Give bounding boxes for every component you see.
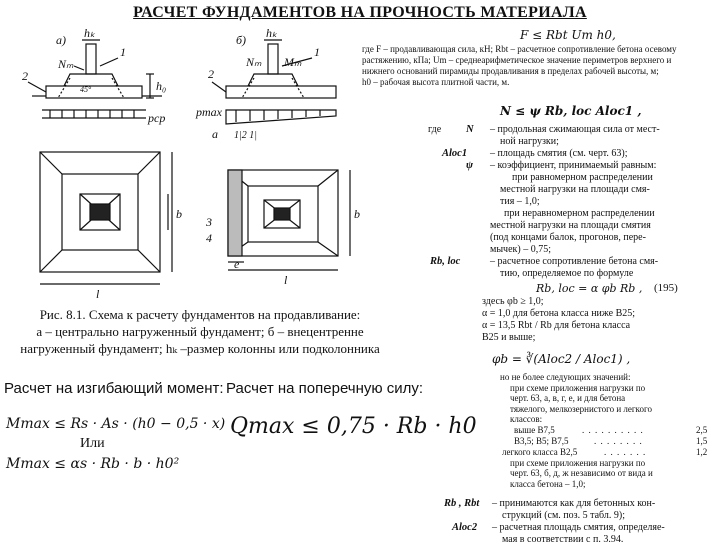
phi-formula: φb = ∛(Aloc2 / Aloc1) ,	[492, 352, 631, 366]
eq-number: (195)	[654, 282, 678, 294]
label-mm-b: Mₘ	[284, 55, 302, 69]
def-row	[428, 256, 716, 268]
def-text: при неравномерном распределении	[504, 208, 655, 219]
caption-line-3: нагруженный фундамент; hₖ –размер колонны или подколонника	[20, 341, 380, 356]
label-frac: 1|2 1|	[234, 130, 257, 141]
label-b-b: b	[354, 207, 360, 221]
table-val: 2,5	[696, 424, 708, 435]
def-text: – продольная сжимающая сила от мест-	[490, 124, 660, 135]
def-text: местной нагрузки на площади смятия	[490, 220, 651, 231]
limits-block	[500, 372, 714, 489]
plan-a	[40, 152, 172, 284]
label-hk-a: hₖ	[84, 26, 96, 40]
def-row	[428, 160, 716, 172]
table-label: В3,5; В5; В7,5	[514, 435, 569, 446]
label-b-a: b	[176, 207, 182, 221]
rbloc-formula: Rb, loc = α φb Rb ,	[536, 282, 643, 295]
def-text: – коэффициент, принимаемый равным:	[490, 160, 657, 171]
foundation-drawing	[22, 26, 382, 306]
def-sym: Aloc1	[442, 148, 468, 159]
label-nm-a: Nₘ	[58, 57, 74, 71]
table-row	[500, 425, 714, 436]
def-text: – расчетное сопротивление бетона смя-	[490, 256, 659, 267]
label-hk-b: hₖ	[266, 26, 278, 40]
def-row	[428, 124, 716, 136]
label-l-b: l	[284, 273, 288, 287]
bending-heading: Расчет на изгибающий момент:	[4, 380, 224, 397]
def-row	[428, 148, 716, 160]
label-1-a: 1	[120, 45, 126, 59]
table-val: 1,2	[696, 446, 708, 457]
bending-formula-1: Mmax ≤ Rs · As · (h0 − 0,5 · x)	[6, 416, 226, 432]
no-more: но не более следующих значений:	[500, 372, 631, 382]
def-sym: N	[466, 124, 474, 135]
alpha-line-2: α = 13,5 Rbt / Rb для бетона класса	[482, 320, 631, 331]
label-3: 3	[206, 215, 212, 229]
section-a	[28, 40, 162, 118]
rb-rbt-block	[444, 498, 716, 546]
table-dots: . . . . . . . . . .	[582, 424, 644, 435]
label-45-a: 45°	[80, 85, 92, 94]
def-sym: Rb , Rbt	[444, 498, 480, 509]
caption-line-1: Рис. 8.1. Схема к расчету фундаментов на продавливание:	[39, 307, 361, 322]
alpha-line-3: В25 и выше;	[482, 332, 536, 343]
label-2-a: 2	[22, 69, 28, 83]
bending-formula-2: Mmax ≤ αs · Rb · b · h0²	[6, 456, 180, 472]
label-l-a: l	[96, 287, 100, 301]
scheme2-line: черт. 63, б, д, ж независимо от вида и	[510, 468, 653, 478]
label-e: e	[234, 257, 240, 271]
figure-caption	[20, 306, 380, 357]
scheme1-line: тяжелого, мелкозернистого и легкого	[510, 403, 652, 414]
top-text-line: нижнего оснований пирамиды продавливания в пределах рабочей высоты, м;	[362, 66, 659, 76]
def-text: – расчетная площадь смятия, определяе-	[492, 522, 665, 533]
top-formula: F ≤ Rbt Um h0,	[520, 28, 616, 42]
shear-formula: Qmax ≤ 0,75 · Rb · h0	[230, 414, 477, 439]
caption-line-2: а – центрально нагруженный фундамент; б – внецентренне	[36, 324, 364, 339]
scheme2-line: при схеме приложения нагрузки по	[510, 457, 646, 468]
def-sym: Rb, loc	[430, 256, 461, 267]
top-text-line: растяжению, кПа; Um – среднеарифметическое значение периметров верхнего и	[362, 55, 672, 65]
label-a: а)	[56, 33, 66, 47]
scheme1-line: при схеме приложения нагрузки по	[510, 382, 646, 393]
top-text-line: где F – продавливающая сила, кН; Rbt – расчетное сопротивление бетона осевому	[362, 44, 677, 54]
def-text: ной нагрузки;	[500, 136, 559, 147]
def-text: тия – 1,0;	[500, 196, 540, 207]
def-sym: ψ	[466, 160, 474, 171]
def-text: тию, определяемое по формуле	[500, 268, 634, 279]
label-b: б)	[236, 33, 247, 47]
scheme2-line: класса бетона – 1,0;	[510, 478, 586, 489]
label-h0-a: h₀	[156, 79, 167, 93]
plan-b	[228, 170, 350, 270]
table-label: выше В7,5	[514, 424, 555, 435]
bending-or: Или	[80, 436, 105, 451]
def-text: (под концами балок, прогонов, пере-	[490, 232, 646, 243]
definitions	[428, 124, 716, 280]
alpha-line-1: α = 1,0 для бетона класса ниже В25;	[482, 308, 636, 319]
table-row	[500, 436, 714, 447]
label-2-b: 2	[208, 67, 214, 81]
where-label: где	[428, 124, 442, 135]
label-pmax: pmax	[196, 105, 222, 119]
table-dots: . . . . . . . .	[594, 435, 643, 446]
def-text: при равномерном распределении	[512, 172, 653, 183]
def-row	[444, 522, 716, 534]
label-4: 4	[206, 231, 212, 245]
def-text: местной нагрузки на площади смя-	[500, 184, 650, 195]
shear-heading: Расчет на поперечную силу:	[226, 380, 424, 397]
table-val: 1,5	[696, 435, 708, 446]
def-row	[444, 498, 716, 510]
label-1-b: 1	[314, 45, 320, 59]
label-a-small: a	[212, 127, 218, 141]
label-psr: pср	[148, 111, 166, 125]
def-text: мая в соответствии с п. 3.94.	[502, 534, 624, 545]
alpha-block	[482, 296, 716, 344]
def-text: мычек) – 0,75;	[490, 244, 551, 255]
top-text	[362, 44, 714, 88]
label-nm-b: Nₘ	[246, 55, 262, 69]
scheme1-line: черт. 63, а, в, г, е, и для бетона	[510, 393, 626, 403]
here-line: здесь φb ≥ 1,0;	[482, 296, 544, 307]
def-sym: Aloc2	[452, 522, 478, 533]
scheme1-line: классов:	[510, 414, 543, 424]
def-text: – принимаются как для бетонных кон-	[492, 498, 656, 509]
table-label: легкого класса В2,5	[502, 446, 578, 457]
page-title: РАСЧЕТ ФУНДАМЕНТОВ НА ПРОЧНОСТЬ МАТЕРИАЛА	[133, 4, 587, 21]
table-row	[500, 447, 714, 458]
table-dots: . . . . . . .	[604, 446, 647, 457]
def-text: – площадь смятия (см. черт. 63);	[490, 148, 628, 159]
def-text: струкций (см. поз. 5 табл. 9);	[502, 510, 625, 521]
main-formula: N ≤ ψ Rb, loc Aloc1 ,	[500, 104, 642, 118]
top-text-line: h0 – рабочая высота плитной части, м.	[362, 77, 510, 87]
